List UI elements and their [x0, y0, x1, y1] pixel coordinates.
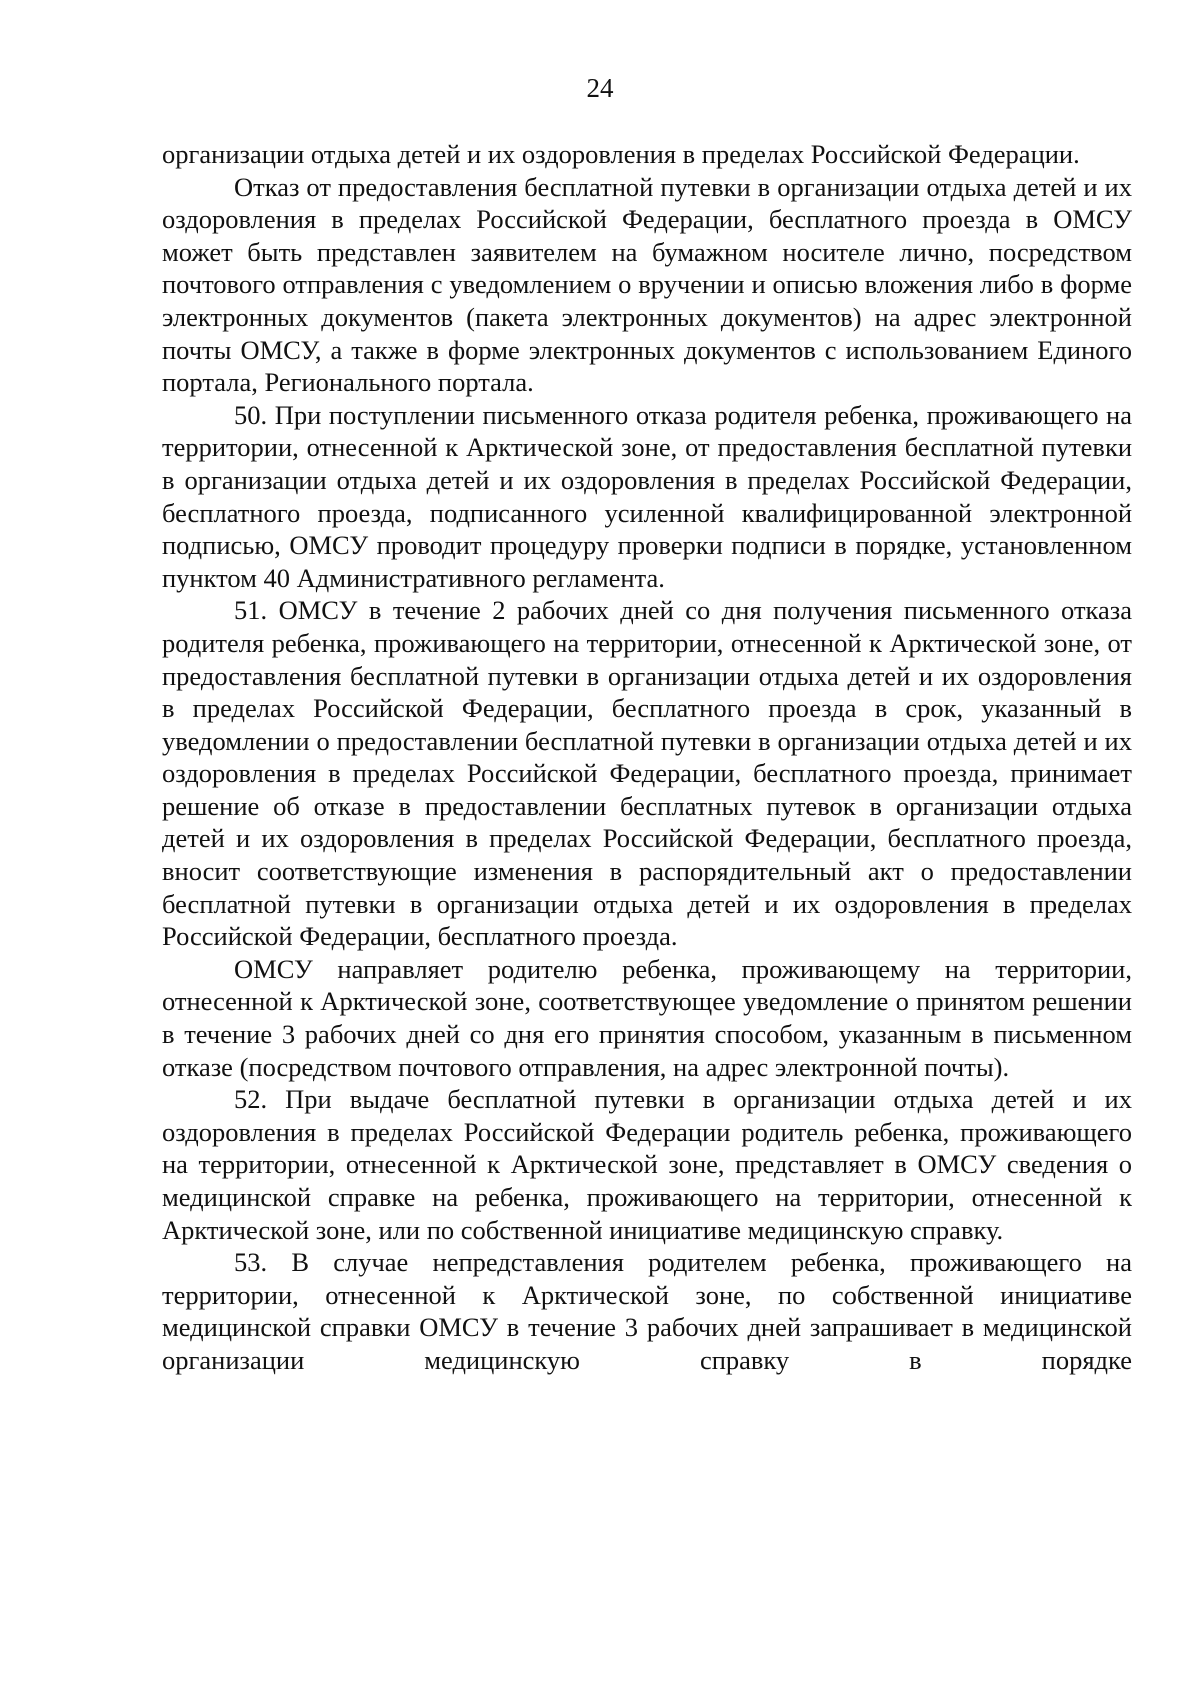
paragraph-notification: ОМСУ направляет родителю ребенка, проживающему на территории, отнесенной к Арктической зоне, соответствующее уведомление о принятом решении в течение 3 рабочих дней со дня его принятия способом, указанным в письменном отказе (посредством почтового отправления, на адрес электронной почты). — [162, 953, 1132, 1082]
paragraph-item-50: 50. При поступлении письменного отказа родителя ребенка, проживающего на территории, отнесенной к Арктической зоне, от предоставления бесплатной путевки в организации отдыха детей и их оздоровления в пределах Российской Федерации, бесплатного проезда, подписанного усиленной квалифицированной электронной подписью, ОМСУ проводит процедуру проверки подписи в порядке, установленном пунктом 40 Административного регламента. — [162, 399, 1132, 593]
paragraph-refusal-submission: Отказ от предоставления бесплатной путевки в организации отдыха детей и их оздоровления в пределах Российской Федерации, бесплатного проезда в ОМСУ может быть представлен заявителем на бумажном носителе лично, посредством почтового отправления с уведомлением о вручении и описью вложения либо в форме электронных документов (пакета электронных документов) на адрес электронной почты ОМСУ, а также в форме электронных документов с использованием Единого портала, Регионального портала. — [162, 171, 1132, 398]
page-number: 24 — [586, 73, 614, 103]
paragraph-continuation: организации отдыха детей и их оздоровления в пределах Российской Федерации. — [162, 139, 1080, 169]
paragraph-item-53: 53. В случае непредставления родителем ребенка, проживающего на территории, отнесенной к Арктической зоне, по собственной инициативе медицинской справки ОМСУ в течение 3 рабочих дней запрашивает в медицинской организации медицинскую справку в порядке — [162, 1247, 1132, 1375]
document-body — [162, 138, 1132, 1377]
paragraph-item-51: 51. ОМСУ в течение 2 рабочих дней со дня получения письменного отказа родителя ребенка, проживающего на территории, отнесенной к Арктической зоне, от предоставления бесплатной путевки в организации отдыха детей и их оздоровления в пределах Российской Федерации, бесплатного проезда в срок, указанный в уведомлении о предоставлении бесплатной путевки в организации отдыха детей и их оздоровления в пределах Российской Федерации, бесплатного проезда, принимает решение об отказе в предоставлении бесплатных путевок в организации отдыха детей и их оздоровления в пределах Российской Федерации, бесплатного проезда, вносит соответствующие изменения в распорядительный акт о предоставлении бесплатной путевки в организации отдыха детей и их оздоровления в пределах Российской Федерации, бесплатного проезда. — [162, 595, 1132, 952]
paragraph-item-52: 52. При выдаче бесплатной путевки в организации отдыха детей и их оздоровления в пределах Российской Федерации родитель ребенка, проживающего на территории, отнесенной к Арктической зоне, представляет в ОМСУ сведения о медицинской справке на ребенка, проживающего на территории, отнесенной к Арктической зоне, или по собственной инициативе медицинскую справку. — [162, 1084, 1132, 1245]
